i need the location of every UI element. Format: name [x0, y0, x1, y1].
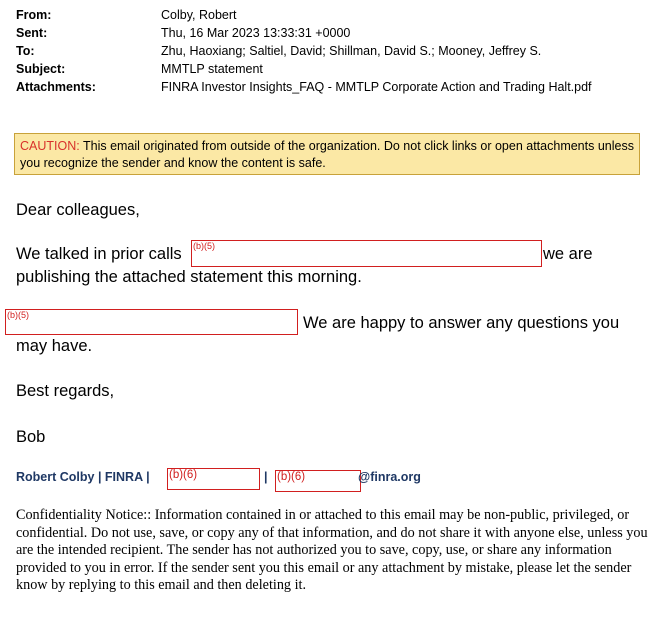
signature-separator: |	[264, 470, 268, 484]
subject-value: MMTLP statement	[161, 62, 263, 76]
closing: Best regards,	[16, 382, 115, 400]
signature-name-org: Robert Colby | FINRA |	[16, 470, 150, 484]
paragraph-1-end: we are	[543, 245, 593, 263]
sender-name: Bob	[16, 428, 46, 446]
redaction-box-3	[167, 468, 260, 490]
signature-line	[16, 470, 150, 484]
redaction-code-4: (b)(6)	[277, 471, 306, 483]
confidentiality-notice: Confidentiality Notice:: Information contained in or attached to this email may be non-public, privileged, or confidential. Do not use, save, or copy any of that information, and do not share it with anyone else, unless you are the intended recipient. The sender has not authorized you to save, copy, use, or share any information provided to you in error. If the sender sent you this email or any attachment by mistake, please let the sender know by replying to this email and then deleting it.	[16, 507, 648, 593]
subject-label: Subject:	[16, 62, 66, 76]
paragraph-2-line-2: may have.	[16, 337, 93, 355]
redaction-box-4	[275, 470, 361, 492]
email-header	[16, 6, 592, 96]
to-label: To:	[16, 44, 35, 58]
attachments-label: Attachments:	[16, 80, 96, 94]
caution-text: This email originated from outside of the organization. Do not click links or open attachments unless you recognize the sender and know the content is safe.	[20, 139, 634, 170]
from-row	[16, 6, 592, 24]
paragraph-2-end: We are happy to answer any questions you	[303, 314, 620, 332]
redaction-box-1	[191, 240, 542, 267]
to-value: Zhu, Haoxiang; Saltiel, David; Shillman, David S.; Mooney, Jeffrey S.	[161, 44, 542, 58]
caution-title: CAUTION:	[20, 139, 80, 153]
redaction-code-1: (b)(5)	[193, 241, 215, 251]
redaction-code-2: (b)(5)	[7, 310, 29, 320]
paragraph-1-line-2: publishing the attached statement this morning.	[16, 268, 362, 286]
from-label: From:	[16, 8, 52, 22]
attachment-link[interactable]: FINRA Investor Insights_FAQ - MMTLP Corporate Action and Trading Halt.pdf	[161, 80, 592, 94]
from-value: Colby, Robert	[161, 8, 237, 22]
paragraph-1-start: We talked in prior calls	[16, 245, 182, 263]
subject-row	[16, 60, 592, 78]
sent-value: Thu, 16 Mar 2023 13:33:31 +0000	[161, 26, 351, 40]
to-row	[16, 42, 592, 60]
caution-banner	[14, 133, 640, 175]
sent-row	[16, 24, 592, 42]
sent-label: Sent:	[16, 26, 48, 40]
attachments-row	[16, 78, 592, 96]
redaction-box-2	[5, 309, 298, 335]
greeting: Dear colleagues,	[16, 201, 140, 219]
signature-email-domain[interactable]: @finra.org	[358, 470, 421, 484]
redaction-code-3: (b)(6)	[169, 469, 198, 481]
